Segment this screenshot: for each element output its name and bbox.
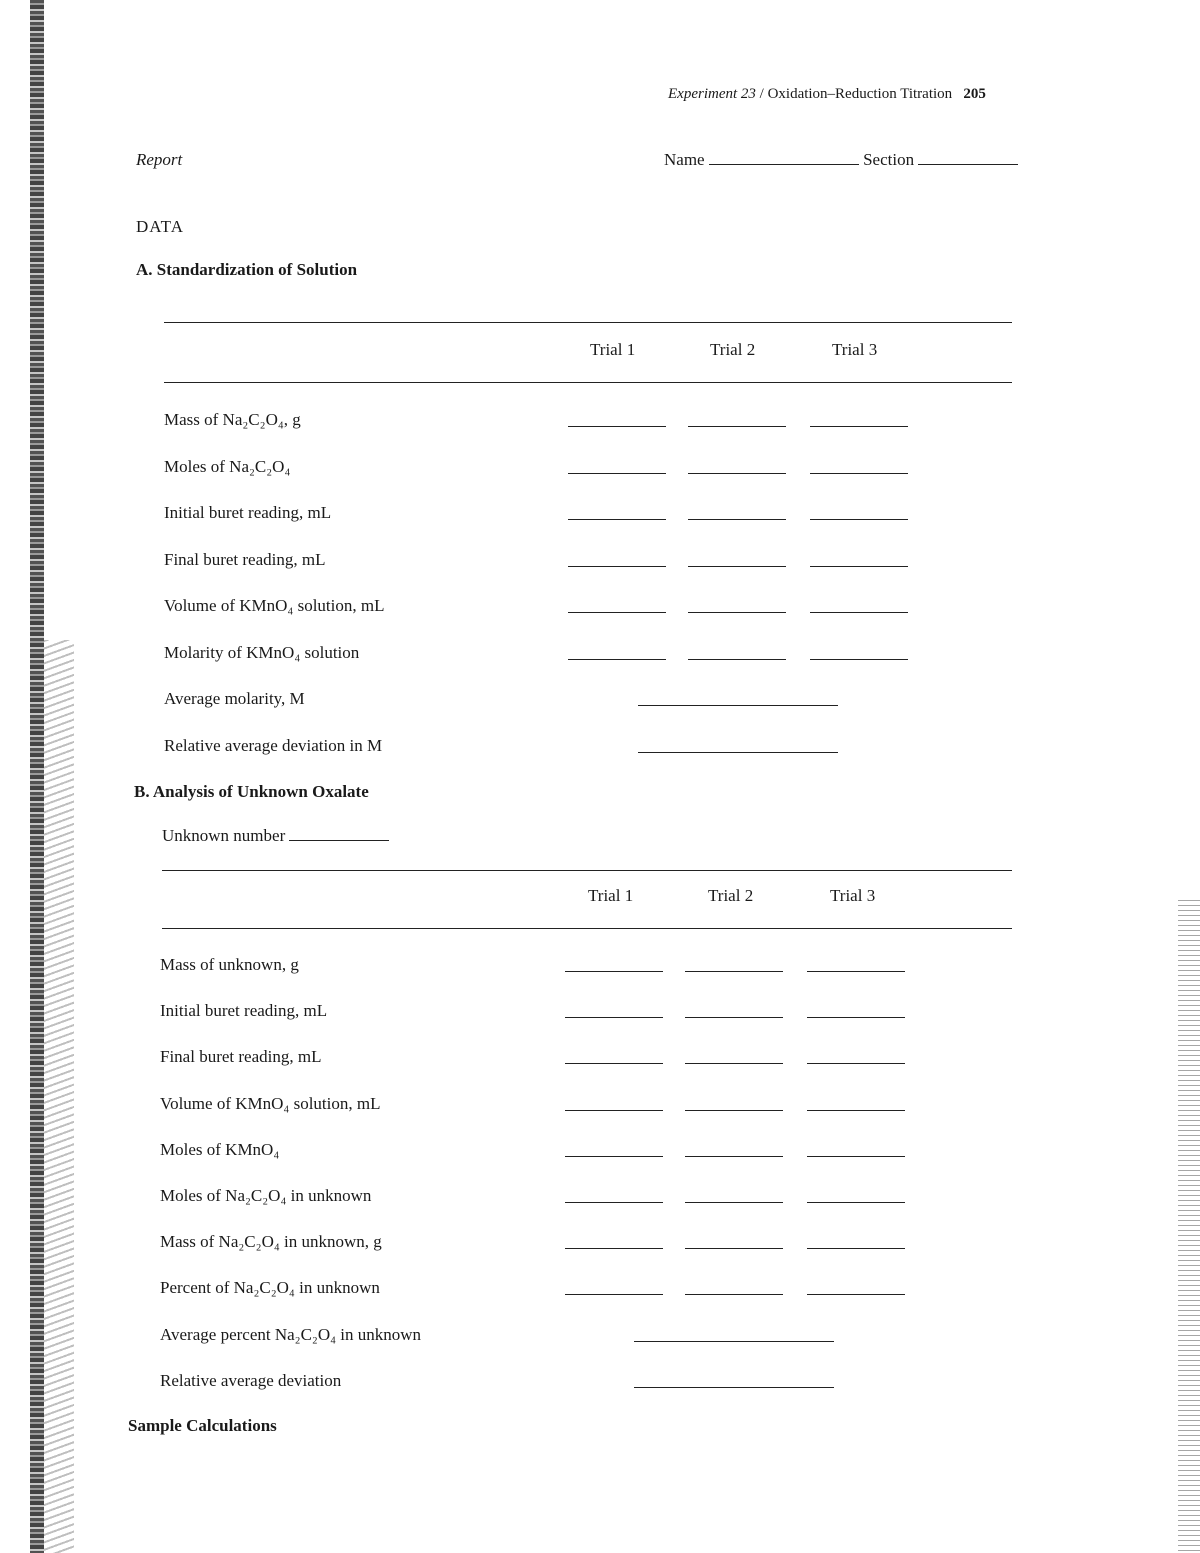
section-a-answer-blank-trial-3[interactable] [810, 426, 908, 427]
section-b-col-trial-3: Trial 3 [830, 886, 876, 905]
section-a-answer-blank-trial-2[interactable] [688, 426, 786, 427]
section-b-answer-blank-trial-3[interactable] [807, 1017, 905, 1018]
data-heading: DATA [136, 217, 184, 236]
section-b-answer-blank-trial-2[interactable] [685, 971, 783, 972]
section-b-answer-blank-trial-1[interactable] [565, 1294, 663, 1295]
unknown-number-label: Unknown number [162, 826, 286, 845]
section-a-top-rule [164, 322, 1012, 323]
section-b-answer-blank-trial-3[interactable] [807, 1294, 905, 1295]
section-a-col-trial-3: Trial 3 [832, 340, 878, 359]
section-b-header-rule [162, 928, 1012, 929]
section-a-col-trial-2: Trial 2 [710, 340, 756, 359]
section-b-top-rule [162, 870, 1012, 871]
section-b-answer-blank-trial-3[interactable] [807, 1248, 905, 1249]
section-b-answer-blank-trial-1[interactable] [565, 1202, 663, 1203]
section-b-row-label: Moles of Na₂C₂O₄ in unknown [160, 1186, 372, 1205]
section-a-answer-blank-trial-1[interactable] [568, 566, 666, 567]
section-a-row-label: Mass of Na₂C₂O₄, g [164, 410, 301, 429]
section-b-col-trial-2: Trial 2 [708, 886, 754, 905]
section-b-answer-blank-trial-2[interactable] [685, 1248, 783, 1249]
section-a-answer-blank-trial-2[interactable] [688, 473, 786, 474]
section-b-answer-blank-trial-1[interactable] [565, 1063, 663, 1064]
section-a-answer-blank-trial-1[interactable] [568, 519, 666, 520]
section-a-summary-blank[interactable] [638, 705, 838, 706]
section-a-header-rule [164, 382, 1012, 383]
unknown-number-row [162, 826, 389, 846]
section-a-answer-blank-trial-2[interactable] [688, 612, 786, 613]
section-b-row-label: Mass of unknown, g [160, 955, 299, 974]
section-a-answer-blank-trial-2[interactable] [688, 519, 786, 520]
section-b-row-label: Final buret reading, mL [160, 1047, 322, 1067]
section-a-answer-blank-trial-3[interactable] [810, 566, 908, 567]
scan-noise-right [1178, 900, 1200, 1553]
section-b-row-label: Moles of KMnO₄ [160, 1139, 280, 1159]
section-a-row-label: Initial buret reading, mL [164, 503, 332, 522]
section-a-answer-blank-trial-3[interactable] [810, 659, 908, 660]
section-b-answer-blank-trial-2[interactable] [685, 1063, 783, 1064]
section-b-row-label: Mass of Na₂C₂O₄ in unknown, g [160, 1232, 382, 1252]
section-a-summary-blank[interactable] [638, 752, 838, 753]
section-b-answer-blank-trial-3[interactable] [807, 971, 905, 972]
section-b-row-label: Initial buret reading, mL [160, 1001, 328, 1021]
section-b-summary-blank[interactable] [634, 1341, 834, 1342]
section-b-answer-blank-trial-1[interactable] [565, 1017, 663, 1018]
section-a-row-label: Molarity of KMnO₄ solution [164, 642, 360, 662]
section-a-summary-label: Average molarity, M [164, 689, 305, 708]
sample-calculations-heading: Sample Calculations [128, 1416, 277, 1435]
section-b-answer-blank-trial-3[interactable] [807, 1202, 905, 1203]
running-header [668, 86, 986, 103]
section-b-heading: B. Analysis of Unknown Oxalate [134, 782, 369, 801]
section-a-col-trial-1: Trial 1 [590, 340, 636, 359]
section-a-answer-blank-trial-1[interactable] [568, 659, 666, 660]
section-a-answer-blank-trial-3[interactable] [810, 519, 908, 520]
section-a-answer-blank-trial-3[interactable] [810, 612, 908, 613]
section-b-answer-blank-trial-2[interactable] [685, 1202, 783, 1203]
section-a-answer-blank-trial-1[interactable] [568, 426, 666, 427]
section-label: Section [863, 150, 915, 169]
section-field[interactable] [918, 150, 1018, 165]
section-a-answer-blank-trial-1[interactable] [568, 473, 666, 474]
section-a-row-label: Final buret reading, mL [164, 549, 326, 569]
section-a-answer-blank-trial-3[interactable] [810, 473, 908, 474]
name-label: Name [664, 150, 705, 169]
section-b-answer-blank-trial-1[interactable] [565, 1110, 663, 1111]
section-a-answer-blank-trial-1[interactable] [568, 612, 666, 613]
section-b-answer-blank-trial-1[interactable] [565, 1248, 663, 1249]
section-b-answer-blank-trial-2[interactable] [685, 1110, 783, 1111]
section-b-summary-label: Average percent Na₂C₂O₄ in unknown [160, 1324, 422, 1344]
section-b-summary-blank[interactable] [634, 1387, 834, 1388]
section-b-answer-blank-trial-2[interactable] [685, 1017, 783, 1018]
section-a-answer-blank-trial-2[interactable] [688, 659, 786, 660]
scan-noise-left [44, 640, 74, 1553]
scan-edge-left [30, 0, 44, 1553]
section-b-answer-blank-trial-2[interactable] [685, 1294, 783, 1295]
section-b-summary-label: Relative average deviation [160, 1370, 342, 1390]
name-field[interactable] [709, 150, 859, 165]
section-b-answer-blank-trial-3[interactable] [807, 1156, 905, 1157]
section-b-row-label: Percent of Na₂C₂O₄ in unknown [160, 1278, 380, 1298]
header-experiment: Experiment 23 [668, 86, 756, 102]
section-b-row-label: Volume of KMnO₄ solution, mL [160, 1093, 381, 1113]
section-b-answer-blank-trial-1[interactable] [565, 971, 663, 972]
section-a-row-label: Moles of Na₂C₂O₄ [164, 456, 291, 476]
name-section-row [664, 150, 1018, 170]
section-b-answer-blank-trial-3[interactable] [807, 1063, 905, 1064]
section-b-col-trial-1: Trial 1 [588, 886, 634, 905]
unknown-number-field[interactable] [289, 826, 389, 841]
section-a-row-label: Volume of KMnO₄ solution, mL [164, 596, 385, 615]
section-b-answer-blank-trial-3[interactable] [807, 1110, 905, 1111]
header-title: Oxidation–Reduction Titration [767, 86, 953, 102]
section-b-answer-blank-trial-2[interactable] [685, 1156, 783, 1157]
report-label: Report [136, 150, 183, 169]
section-b-answer-blank-trial-1[interactable] [565, 1156, 663, 1157]
section-a-answer-blank-trial-2[interactable] [688, 566, 786, 567]
header-page-number: 205 [963, 86, 986, 102]
section-a-summary-label: Relative average deviation in M [164, 735, 383, 755]
section-a-heading: A. Standardization of Solution [136, 260, 358, 279]
header-separator: / [755, 86, 768, 102]
